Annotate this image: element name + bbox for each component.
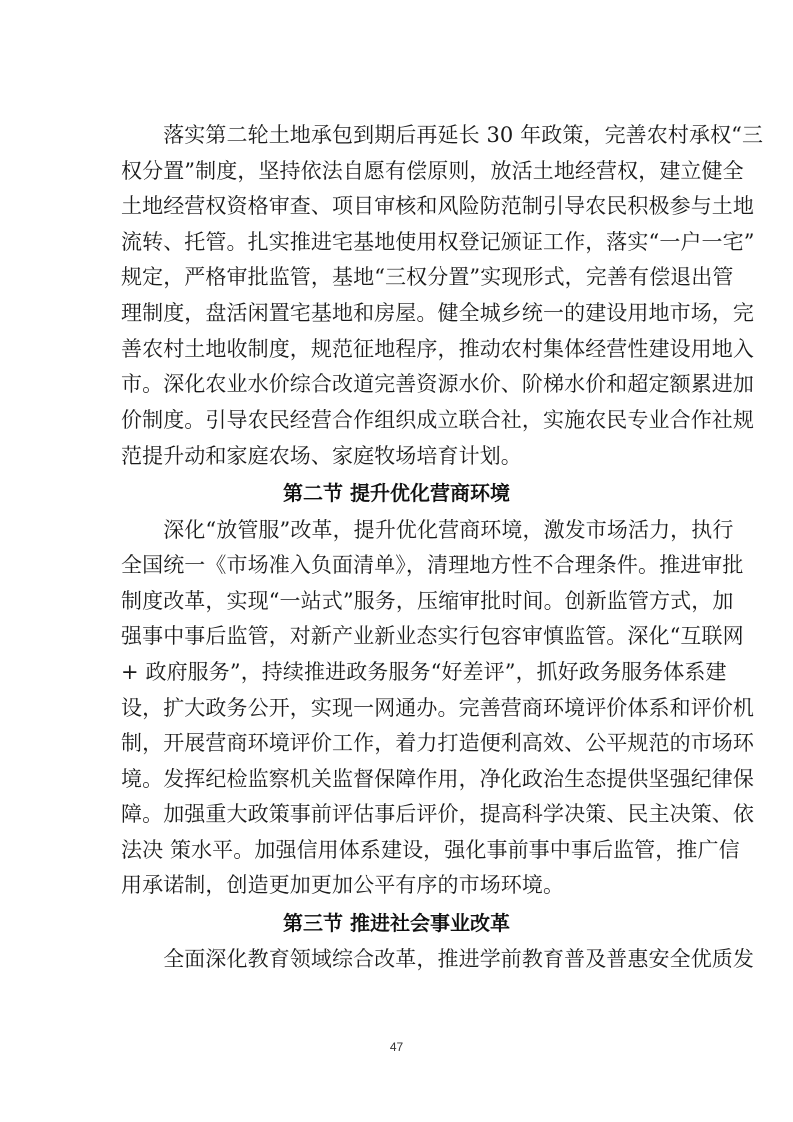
text-line: 设，扩大政务公开，实现一网通办。完善营商环境评价体系和评价机	[121, 696, 754, 720]
text-line: 流转、托管。扎实推进宅基地使用权登记颁证工作，落实“一户一宅”	[121, 230, 755, 254]
text-line: 制，开展营商环境评价工作，着力打造便利高效、公平规范的市场环	[121, 731, 754, 755]
text-line: 境。发挥纪检监察机关监督保障作用，净化政治生态提供坚强纪律保	[121, 767, 754, 791]
text-line: 市。深化农业水价综合改道完善资源水价、阶梯水价和超定额累进加	[121, 372, 754, 396]
text-line: 用承诺制，创造更加更加公平有序的市场环境。	[121, 873, 565, 897]
text-line: 权分置”制度，坚持依法自愿有偿原则，放活土地经营权，建立健全	[121, 159, 744, 183]
text-line: 落实第二轮土地承包到期后再延长 30 年政策，完善农村承权“三	[121, 123, 764, 147]
text-line: 法决 策水平。加强信用体系建设，强化事前事中事后监管，推广信	[121, 838, 740, 862]
text-line: 障。加强重大政策事前评估事后评价，提高科学决策、民主决策、依	[121, 802, 754, 826]
text-line: 善农村土地收制度，规范征地程序，推动农村集体经营性建设用地入	[121, 337, 754, 361]
section-heading: 第三节 推进社会事业改革	[283, 911, 510, 935]
text-line: 规定，严格审批监管，基地“三权分置”实现形式，完善有偿退出管	[121, 265, 734, 289]
text-line: 全国统一《市场准入负面清单》，清理地方性不合理条件。推进审批	[121, 553, 744, 577]
text-line: 理制度，盘活闲置宅基地和房屋。健全城乡统一的建设用地市场，完	[121, 301, 754, 325]
text-line: + 政府服务”，持续推进政务服务“好差评”，抓好政务服务体系建	[121, 660, 727, 684]
text-line: 价制度。引导农民经营合作组织成立联合社，实施农民专业合作社规	[121, 408, 754, 432]
text-line: 强事中事后监管，对新产业新业态实行包容审慎监管。深化“互联网	[121, 624, 744, 648]
page-number: 47	[389, 1040, 404, 1054]
text-line: 土地经营权资格审查、项目审核和风险防范制引导农民积极参与土地	[121, 194, 754, 218]
section-heading: 第二节 提升优化营商环境	[283, 481, 510, 505]
text-line: 制度改革，实现“一站式”服务，压缩审批时间。创新监管方式，加	[121, 589, 734, 613]
text-line: 全面深化教育领域综合改革，推进学前教育普及普惠安全优质发	[121, 947, 754, 971]
text-line: 深化“放管服”改革，提升优化营商环境，激发市场活力，执行	[121, 518, 734, 542]
text-line: 范提升动和家庭农场、家庭牧场培育计划。	[121, 444, 522, 468]
